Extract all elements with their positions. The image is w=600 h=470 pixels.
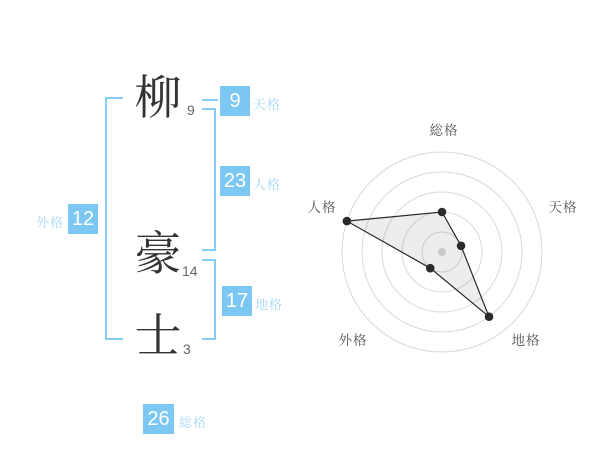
radar-axis-label-3: 外格 [338, 333, 368, 348]
chikaku-value-badge: 17 [222, 286, 252, 316]
radar-chart [296, 100, 596, 372]
name-char-1-strokes: 9 [187, 102, 195, 118]
radar-data-point [426, 264, 435, 273]
radar-axis-label-0: 総格 [429, 123, 459, 138]
gaikaku-value-badge: 12 [68, 204, 98, 234]
name-char-1: 柳 [134, 73, 182, 125]
name-char-3: 士 [134, 311, 182, 363]
radar-axis-label-2: 地格 [511, 333, 541, 348]
name-char-3-strokes: 3 [183, 341, 191, 357]
jinkaku-bracket [202, 108, 216, 251]
radar-data-point [343, 217, 352, 226]
chikaku-bracket [202, 259, 216, 340]
radar-data-point [438, 208, 447, 217]
radar-data-point [485, 312, 494, 321]
radar-center-dot [438, 248, 446, 256]
radar-axis-label-4: 人格 [307, 200, 337, 215]
gaikaku-bracket [105, 97, 123, 340]
radar-axis-label-1: 天格 [548, 200, 578, 215]
soukaku-label: 総格 [179, 415, 208, 430]
tenkaku-connector-line [202, 99, 218, 101]
gaikaku-label: 外格 [36, 215, 65, 230]
soukaku-value-badge: 26 [143, 404, 174, 434]
jinkaku-value-badge: 23 [220, 166, 250, 196]
tenkaku-label: 天格 [253, 97, 282, 112]
tenkaku-value-badge: 9 [220, 86, 250, 116]
name-char-2-strokes: 14 [182, 263, 198, 279]
radar-data-point [457, 242, 466, 251]
jinkaku-label: 人格 [253, 177, 282, 192]
name-char-2: 豪 [134, 229, 182, 281]
radar-data-polygon [347, 212, 489, 317]
chikaku-label: 地格 [255, 297, 284, 312]
